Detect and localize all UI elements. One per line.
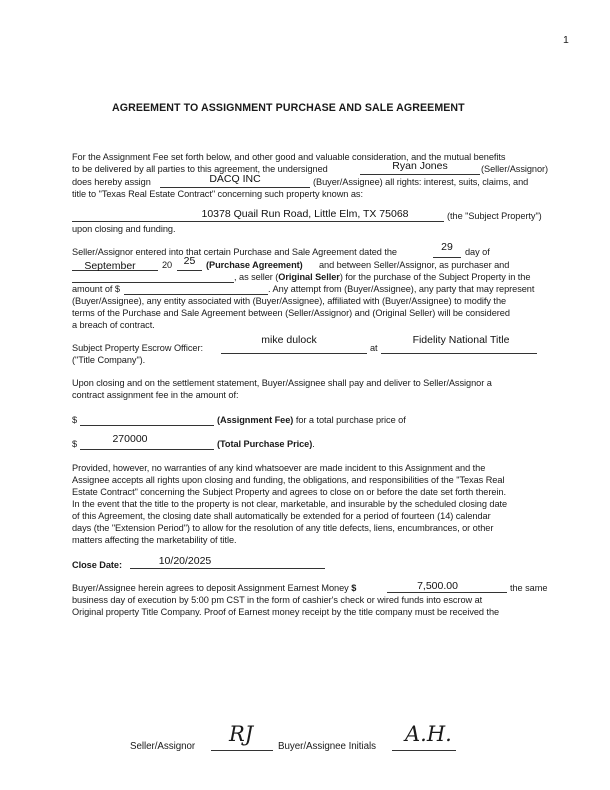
para4-line7: matters affecting the marketability of title.	[72, 535, 237, 545]
assignment-fee-line	[80, 425, 214, 426]
para2-line4-end: . Any attempt from (Buyer/Assignee), any party that may represent	[268, 284, 535, 294]
buyer-initials-line	[392, 750, 456, 751]
at-label: at	[370, 343, 378, 353]
seller-assignor-line	[360, 174, 480, 175]
purchase-agreement-label: (Purchase Agreement)	[206, 260, 303, 270]
para5-line3: Original property Title Company. Proof of Earnest money receipt by the title company must be received the	[72, 607, 500, 617]
page-number: 1	[563, 34, 569, 46]
para2-line7: a breach of contract.	[72, 320, 155, 330]
para1-line6: upon closing and funding.	[72, 224, 176, 234]
para1-line5-end: (the "Subject Property")	[447, 211, 542, 221]
para3-line2: contract assignment fee in the amount of:	[72, 390, 239, 400]
para5-line1-end: the same	[510, 583, 548, 593]
close-date-label: Close Date:	[72, 560, 122, 570]
total-price-row	[217, 439, 315, 450]
para4-line4: In the event that the title to the property is not clear, marketable, and insurable by the scheduled closing date	[72, 499, 508, 509]
buyer-initials-signature[interactable]: A.H.	[405, 722, 452, 746]
day-value[interactable]: 29	[441, 241, 453, 253]
para2-line1: Seller/Assignor entered into that certain Purchase and Sale Agreement dated the	[72, 247, 397, 257]
para1-line1: For the Assignment Fee set forth below, and other good and valuable consideration, and the mutual benefits	[72, 152, 506, 162]
seller-assignor-value[interactable]: Ryan Jones	[392, 160, 448, 172]
earnest-dollar: $	[351, 583, 357, 593]
year-value[interactable]: 25	[183, 255, 196, 267]
earnest-money-line	[387, 592, 507, 593]
total-price-suffix: .	[312, 439, 315, 449]
original-seller-line	[72, 282, 234, 283]
para2-line1-end: day of	[465, 247, 490, 257]
title-company-value[interactable]: Fidelity National Title	[412, 334, 510, 346]
total-price-label: (Total Purchase Price)	[217, 439, 313, 449]
para1-line2-end: (Seller/Assignor)	[481, 164, 549, 174]
para4-line2: Assignee accepts all rights upon closing and funding, the obligations, and responsibilities of the "Texas Real	[72, 475, 505, 485]
earnest-money-label: Buyer/Assignee herein agrees to deposit Assignment Earnest Money	[72, 583, 349, 593]
para4-line6: days (the "Extension Period") to allow for the resolution of any title defects, liens, encumbrances, or other	[72, 523, 494, 533]
para5-line2: business day of execution by 5:00 pm CST in the form of cashier's check or wired funds into escrow at	[72, 595, 483, 605]
seller-initials-signature[interactable]: RJ	[229, 722, 254, 746]
para3-line1: Upon closing and on the settlement statement, Buyer/Assignee shall pay and deliver to Seller/Assignor a	[72, 378, 492, 388]
title-company-note: ("Title Company").	[72, 355, 146, 365]
title-company-line	[381, 353, 537, 354]
as-seller-text: , as seller (	[234, 272, 279, 282]
fee-dollar: $	[72, 415, 78, 425]
assignment-fee-suffix: for a total purchase price of	[295, 415, 406, 425]
property-line	[72, 221, 444, 222]
escrow-officer-line	[221, 353, 367, 354]
para4-line1: Provided, however, no warranties of any kind whatsoever are made incident to this Assignment and the	[72, 463, 486, 473]
para1-line2: to be delivered by all parties to this agreement, the undersigned	[72, 164, 328, 174]
amount-line	[124, 294, 268, 295]
escrow-officer-label: Subject Property Escrow Officer:	[72, 343, 203, 353]
property-value[interactable]: 10378 Quail Run Road, Little Elm, TX 75068	[201, 208, 409, 220]
assignment-fee-label: (Assignment Fee)	[217, 415, 294, 425]
close-date-value[interactable]: 10/20/2025	[158, 555, 212, 567]
original-seller-label: Original Seller	[278, 272, 340, 282]
para4-line3: Estate Contract" concerning the Subject Property and agrees to close on or before the date set forth therein.	[72, 487, 506, 497]
para1-line3: does hereby assign	[72, 177, 151, 187]
assignment-fee-row	[217, 415, 406, 426]
para2-line6: terms of the Purchase and Sale Agreement between (Seller/Assignor) and (Original Seller) will be considered	[72, 308, 510, 318]
buyer-assignee-value[interactable]: DACQ INC	[209, 173, 261, 185]
month-value[interactable]: September	[84, 260, 136, 272]
para2-line3-end: ) for the purchase of the Subject Property in the	[339, 272, 531, 282]
document-title: AGREEMENT TO ASSIGNMENT PURCHASE AND SALE AGREEMENT	[112, 102, 465, 114]
para4-line5: of this Agreement, the closing date shall automatically be extended for a period of fourteen (14) calendar	[72, 511, 491, 521]
total-price-line	[80, 449, 214, 450]
buyer-assignee-line	[160, 187, 310, 188]
close-date-line	[130, 568, 325, 569]
escrow-officer-value[interactable]: mike dulock	[261, 334, 317, 346]
para1-line4: title to "Texas Real Estate Contract" concerning such property known as:	[72, 189, 363, 199]
earnest-money-value[interactable]: 7,500.00	[417, 580, 458, 592]
year-line	[177, 270, 202, 271]
amount-label: amount of $	[72, 284, 120, 294]
seller-assignor-initials-label: Seller/Assignor	[130, 741, 196, 752]
seller-initials-line	[211, 750, 273, 751]
para1-line3-end: (Buyer/Assignee) all rights: interest, suits, claims, and	[313, 177, 529, 187]
para2-line5: (Buyer/Assignee), any entity associated with (Buyer/Assignee), affiliated with (Buyer/Assignee) to modify the	[72, 296, 507, 306]
total-price-value[interactable]: 270000	[112, 433, 148, 445]
day-line	[433, 257, 461, 258]
total-dollar: $	[72, 439, 78, 449]
buyer-assignee-initials-label: Buyer/Assignee Initials	[278, 741, 376, 752]
para2-line3-a	[234, 272, 530, 283]
para5-line1	[72, 583, 356, 594]
para2-line2-end: and between Seller/Assignor, as purchaser and	[319, 260, 510, 270]
para2-year-prefix: 20	[162, 260, 173, 270]
